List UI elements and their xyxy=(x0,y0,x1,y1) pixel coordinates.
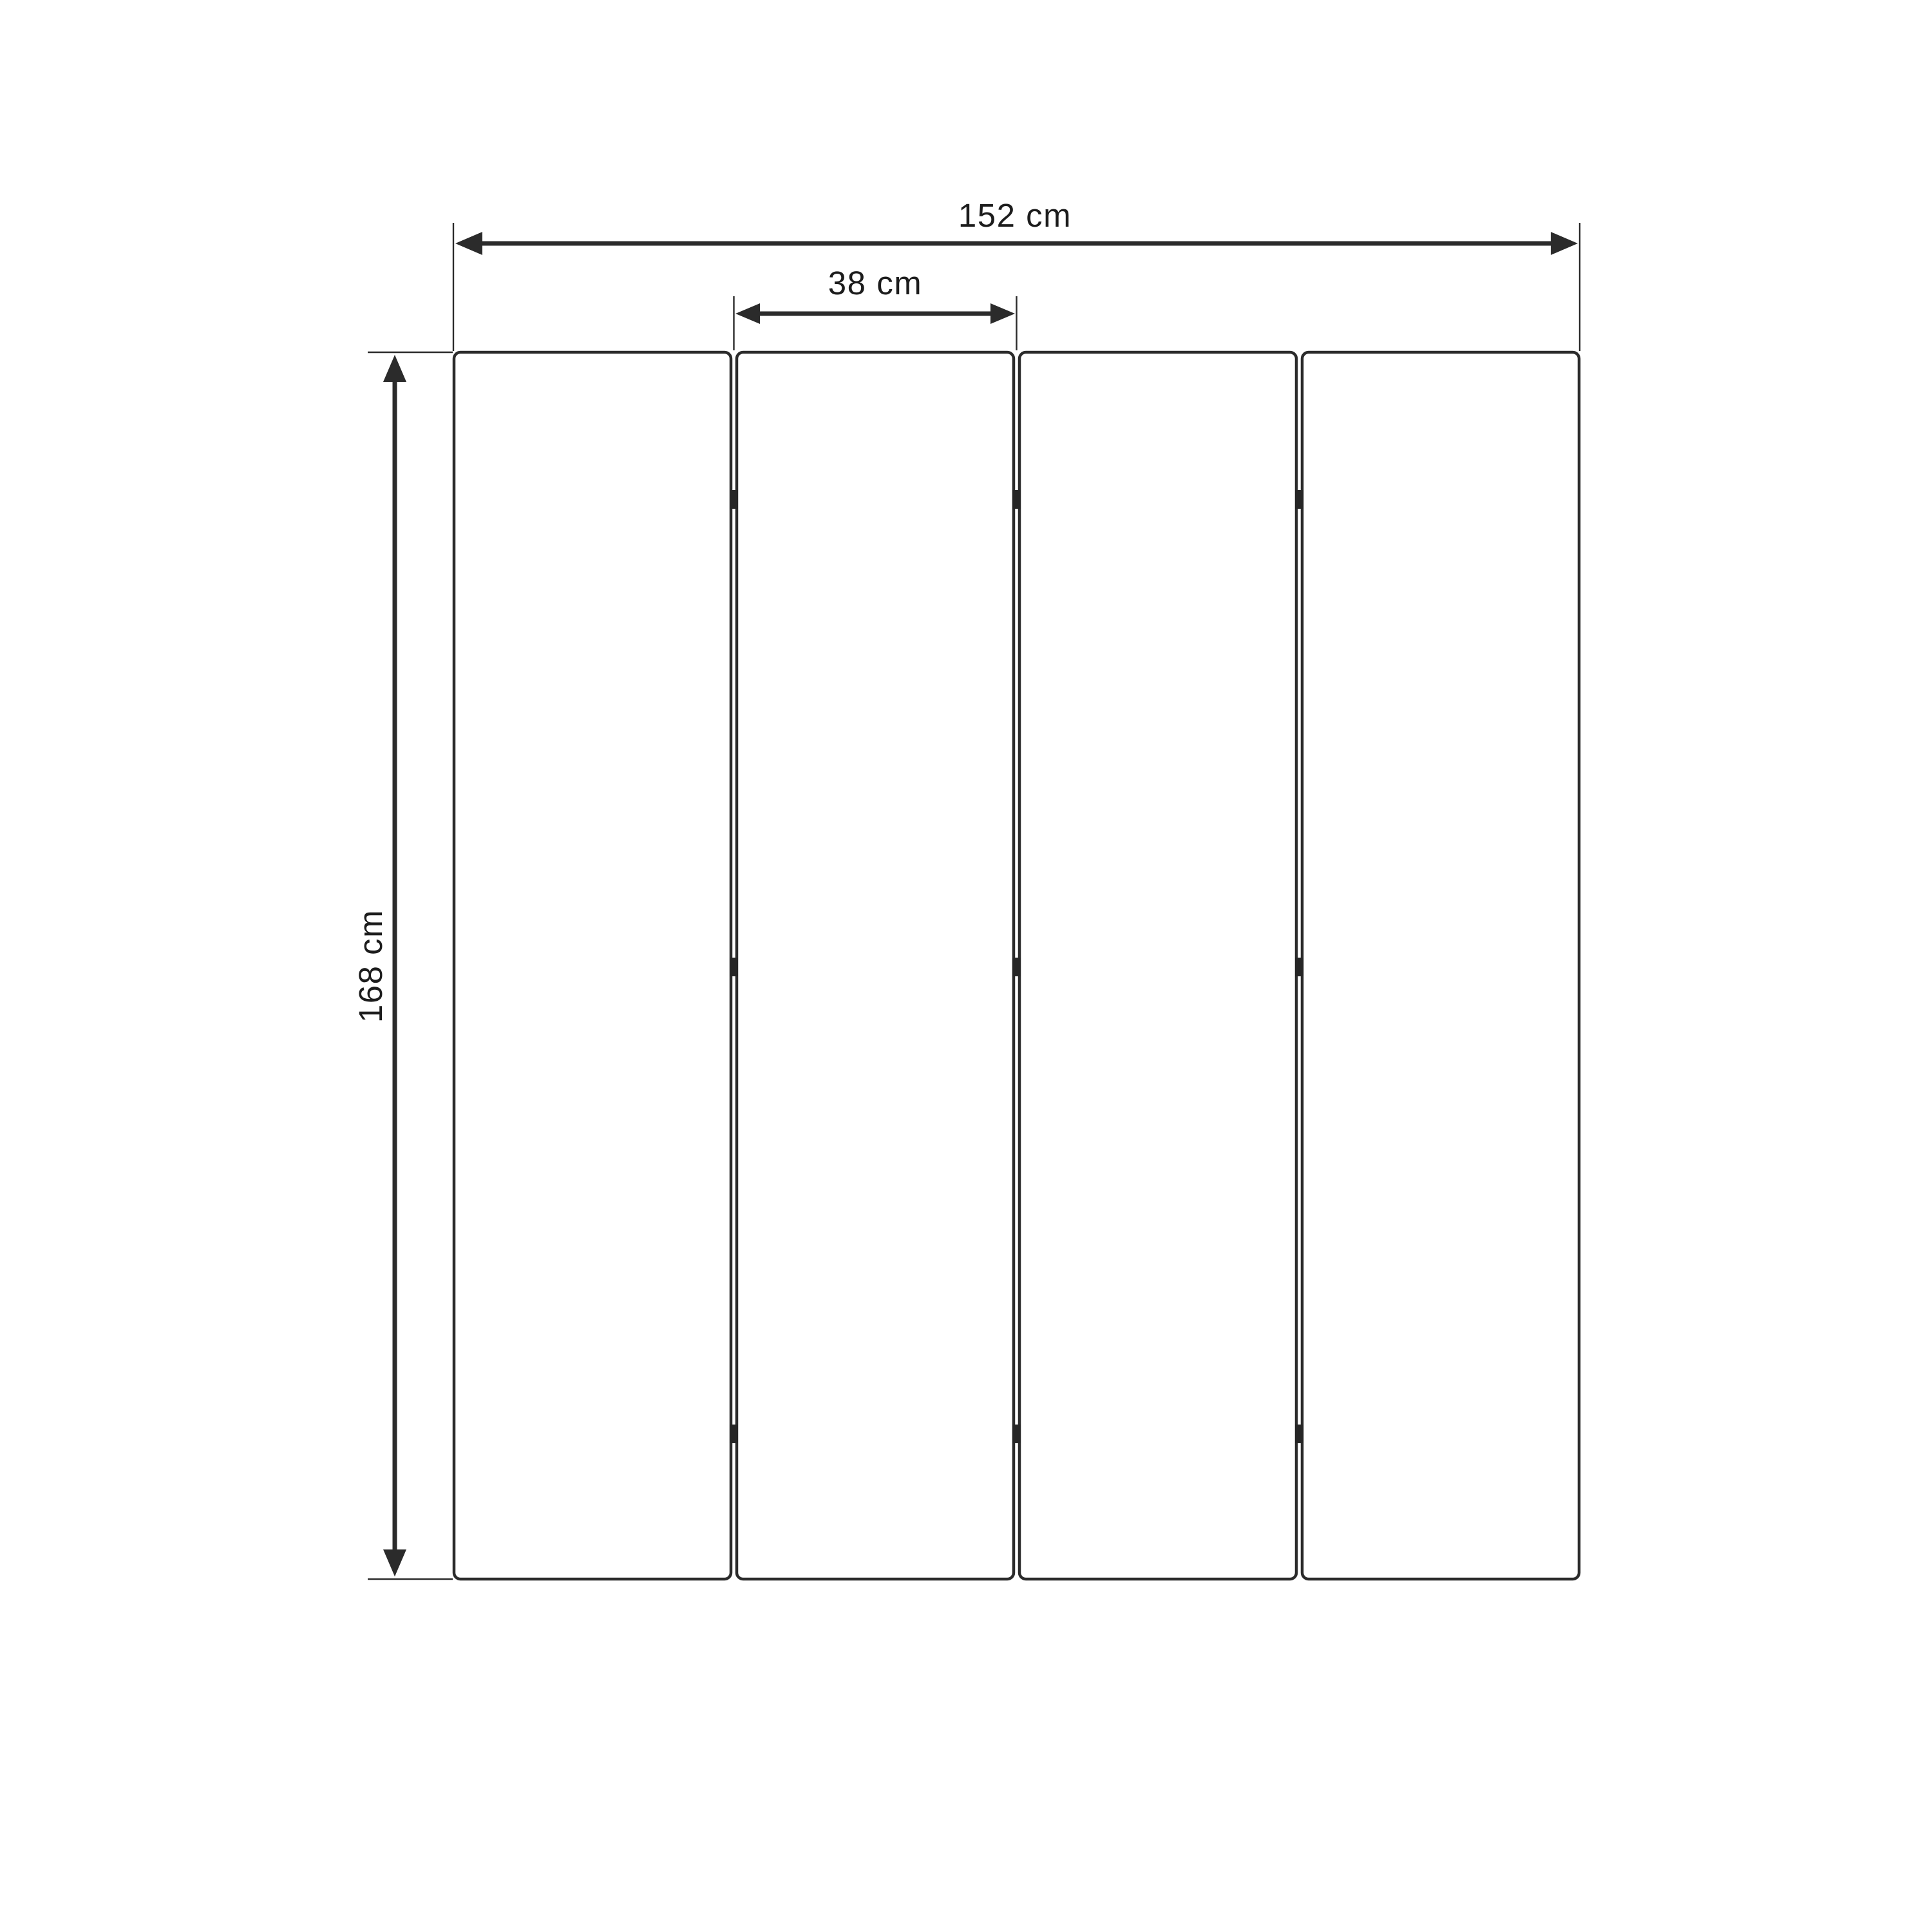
arrow-down-icon xyxy=(383,1549,406,1577)
hinge-mark xyxy=(1012,490,1021,509)
hinge-mark xyxy=(730,1425,738,1443)
dimension-height xyxy=(352,352,453,1579)
arrow-up-icon xyxy=(383,355,406,382)
arrow-left-icon xyxy=(735,303,760,324)
panel-1 xyxy=(454,352,731,1579)
arrow-left-icon xyxy=(455,232,482,255)
hinge-mark xyxy=(1012,958,1021,976)
hinge-mark xyxy=(1012,1425,1021,1443)
hinge-mark xyxy=(1295,1425,1303,1443)
panel-2 xyxy=(737,352,1014,1579)
dimension-panel-width xyxy=(734,265,1017,350)
arrow-right-icon xyxy=(1551,232,1578,255)
panel-width-label: 38 cm xyxy=(828,265,923,301)
panel-3 xyxy=(1019,352,1296,1579)
total-width-label: 152 cm xyxy=(958,197,1072,234)
panel-4 xyxy=(1302,352,1579,1579)
hinge-mark xyxy=(1295,958,1303,976)
height-label: 168 cm xyxy=(352,909,389,1023)
hinge-mark xyxy=(730,490,738,509)
hinge-mark xyxy=(1295,490,1303,509)
arrow-right-icon xyxy=(990,303,1015,324)
hinge-mark xyxy=(730,958,738,976)
